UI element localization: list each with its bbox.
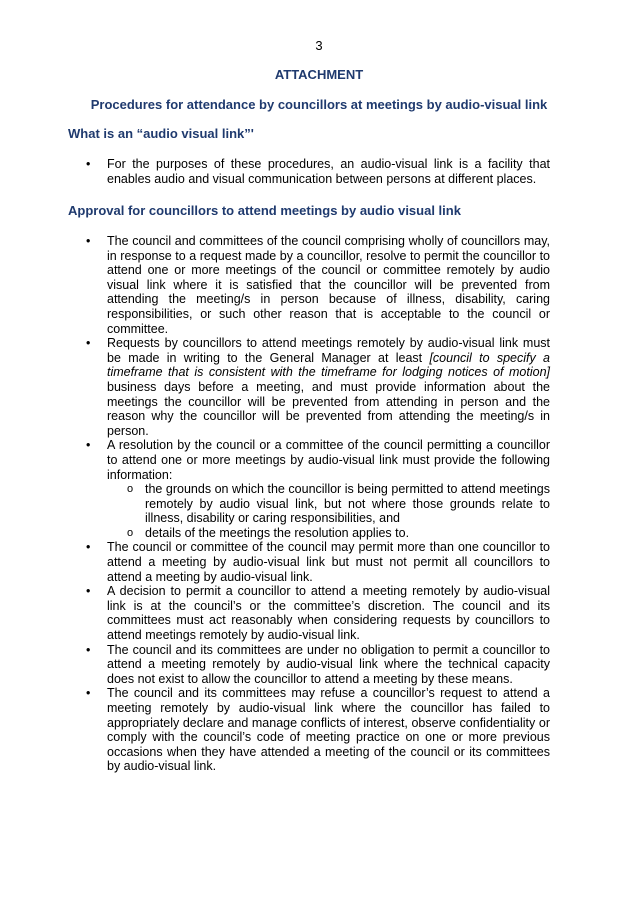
sub-list-item: o details of the meetings the resolution applies to. (107, 526, 550, 541)
list-item (68, 584, 550, 642)
list-item (68, 157, 550, 186)
list-item (68, 438, 550, 540)
procedures-heading: Procedures for attendance by councillors at meetings by audio-visual link (90, 97, 548, 112)
list-item (68, 643, 550, 687)
sub-list (107, 482, 550, 540)
list-item (68, 234, 550, 336)
list-item-text: The council and committees of the council comprising wholly of councillors may, in response to a request made by a councillor, resolve to permit the councillor to attend one or more meetings of the council or committee remotely by audio visual link where it is satisfied that the councillor will be prevented from attending the meeting/s in person because of illness, disability, caring responsibilities, or such other reason that is acceptable to the council or committee. (107, 234, 550, 336)
list-item-text-part1: Requests by councillors to attend meetings remotely by audio-visual link must be made in writing to the General Manager at least (107, 336, 550, 365)
section-heading-approval: Approval for councillors to attend meetings by audio visual link (68, 203, 461, 218)
section-heading-what-is-avl: What is an “audio visual link”' (68, 126, 254, 141)
list-item (68, 336, 550, 438)
page-number: 3 (315, 38, 323, 53)
approval-list (68, 234, 550, 774)
list-item-text-italic-placeholder: [council to specify a timeframe that is consistent with the timeframe for lodging notices of motion] (107, 350, 550, 380)
sub-list-item: o the grounds on which the councillor is being permitted to attend meetings remotely by audio visual link, but not where those grounds relate to illness, disability or caring responsibilities, and (107, 482, 550, 526)
attachment-heading: ATTACHMENT (274, 67, 364, 82)
list-item-text: A decision to permit a councillor to attend a meeting remotely by audio-visual link is at the council’s or the committee’s discretion. The council and its committees must act reasonably when considering requests by councillors to attend meetings remotely by audio-visual link. (107, 584, 550, 643)
list-item-text: A resolution by the council or a committee of the council permitting a councillor to attend one or more meetings by audio-visual link must provide the following information: (107, 438, 550, 482)
list-item (68, 686, 550, 774)
definition-list (68, 157, 550, 186)
list-item-text: The council or committee of the council may permit more than one councillor to attend a meeting by audio-visual link but must not permit all councillors to attend a meeting by audio-visual link. (107, 540, 550, 584)
list-item-text: The council and its committees may refuse a councillor’s request to attend a meeting remotely by audio-visual link where the councillor has failed to appropriately declare and manage conflicts of interest, observe confidentiality or comply with the council’s code of meeting practice on one or more previous occasions when they have attended a meeting of the council or its committees by audio-visual link. (107, 686, 550, 774)
list-item (68, 540, 550, 584)
list-item-text: For the purposes of these procedures, an audio-visual link is a facility that enables audio and visual communication between persons at different places. (107, 157, 550, 186)
list-item-text-part2: business days before a meeting, and must provide information about the meetings the councillor will be prevented from attending in person and the reason why the councillor will be prevented from attending the meeting/s in person. (107, 379, 550, 438)
list-item-text: The council and its committees are under no obligation to permit a councillor to attend a meeting remotely by audio-visual link where the technical capacity does not exist to allow the councillor to attend a meeting by these means. (107, 642, 550, 686)
